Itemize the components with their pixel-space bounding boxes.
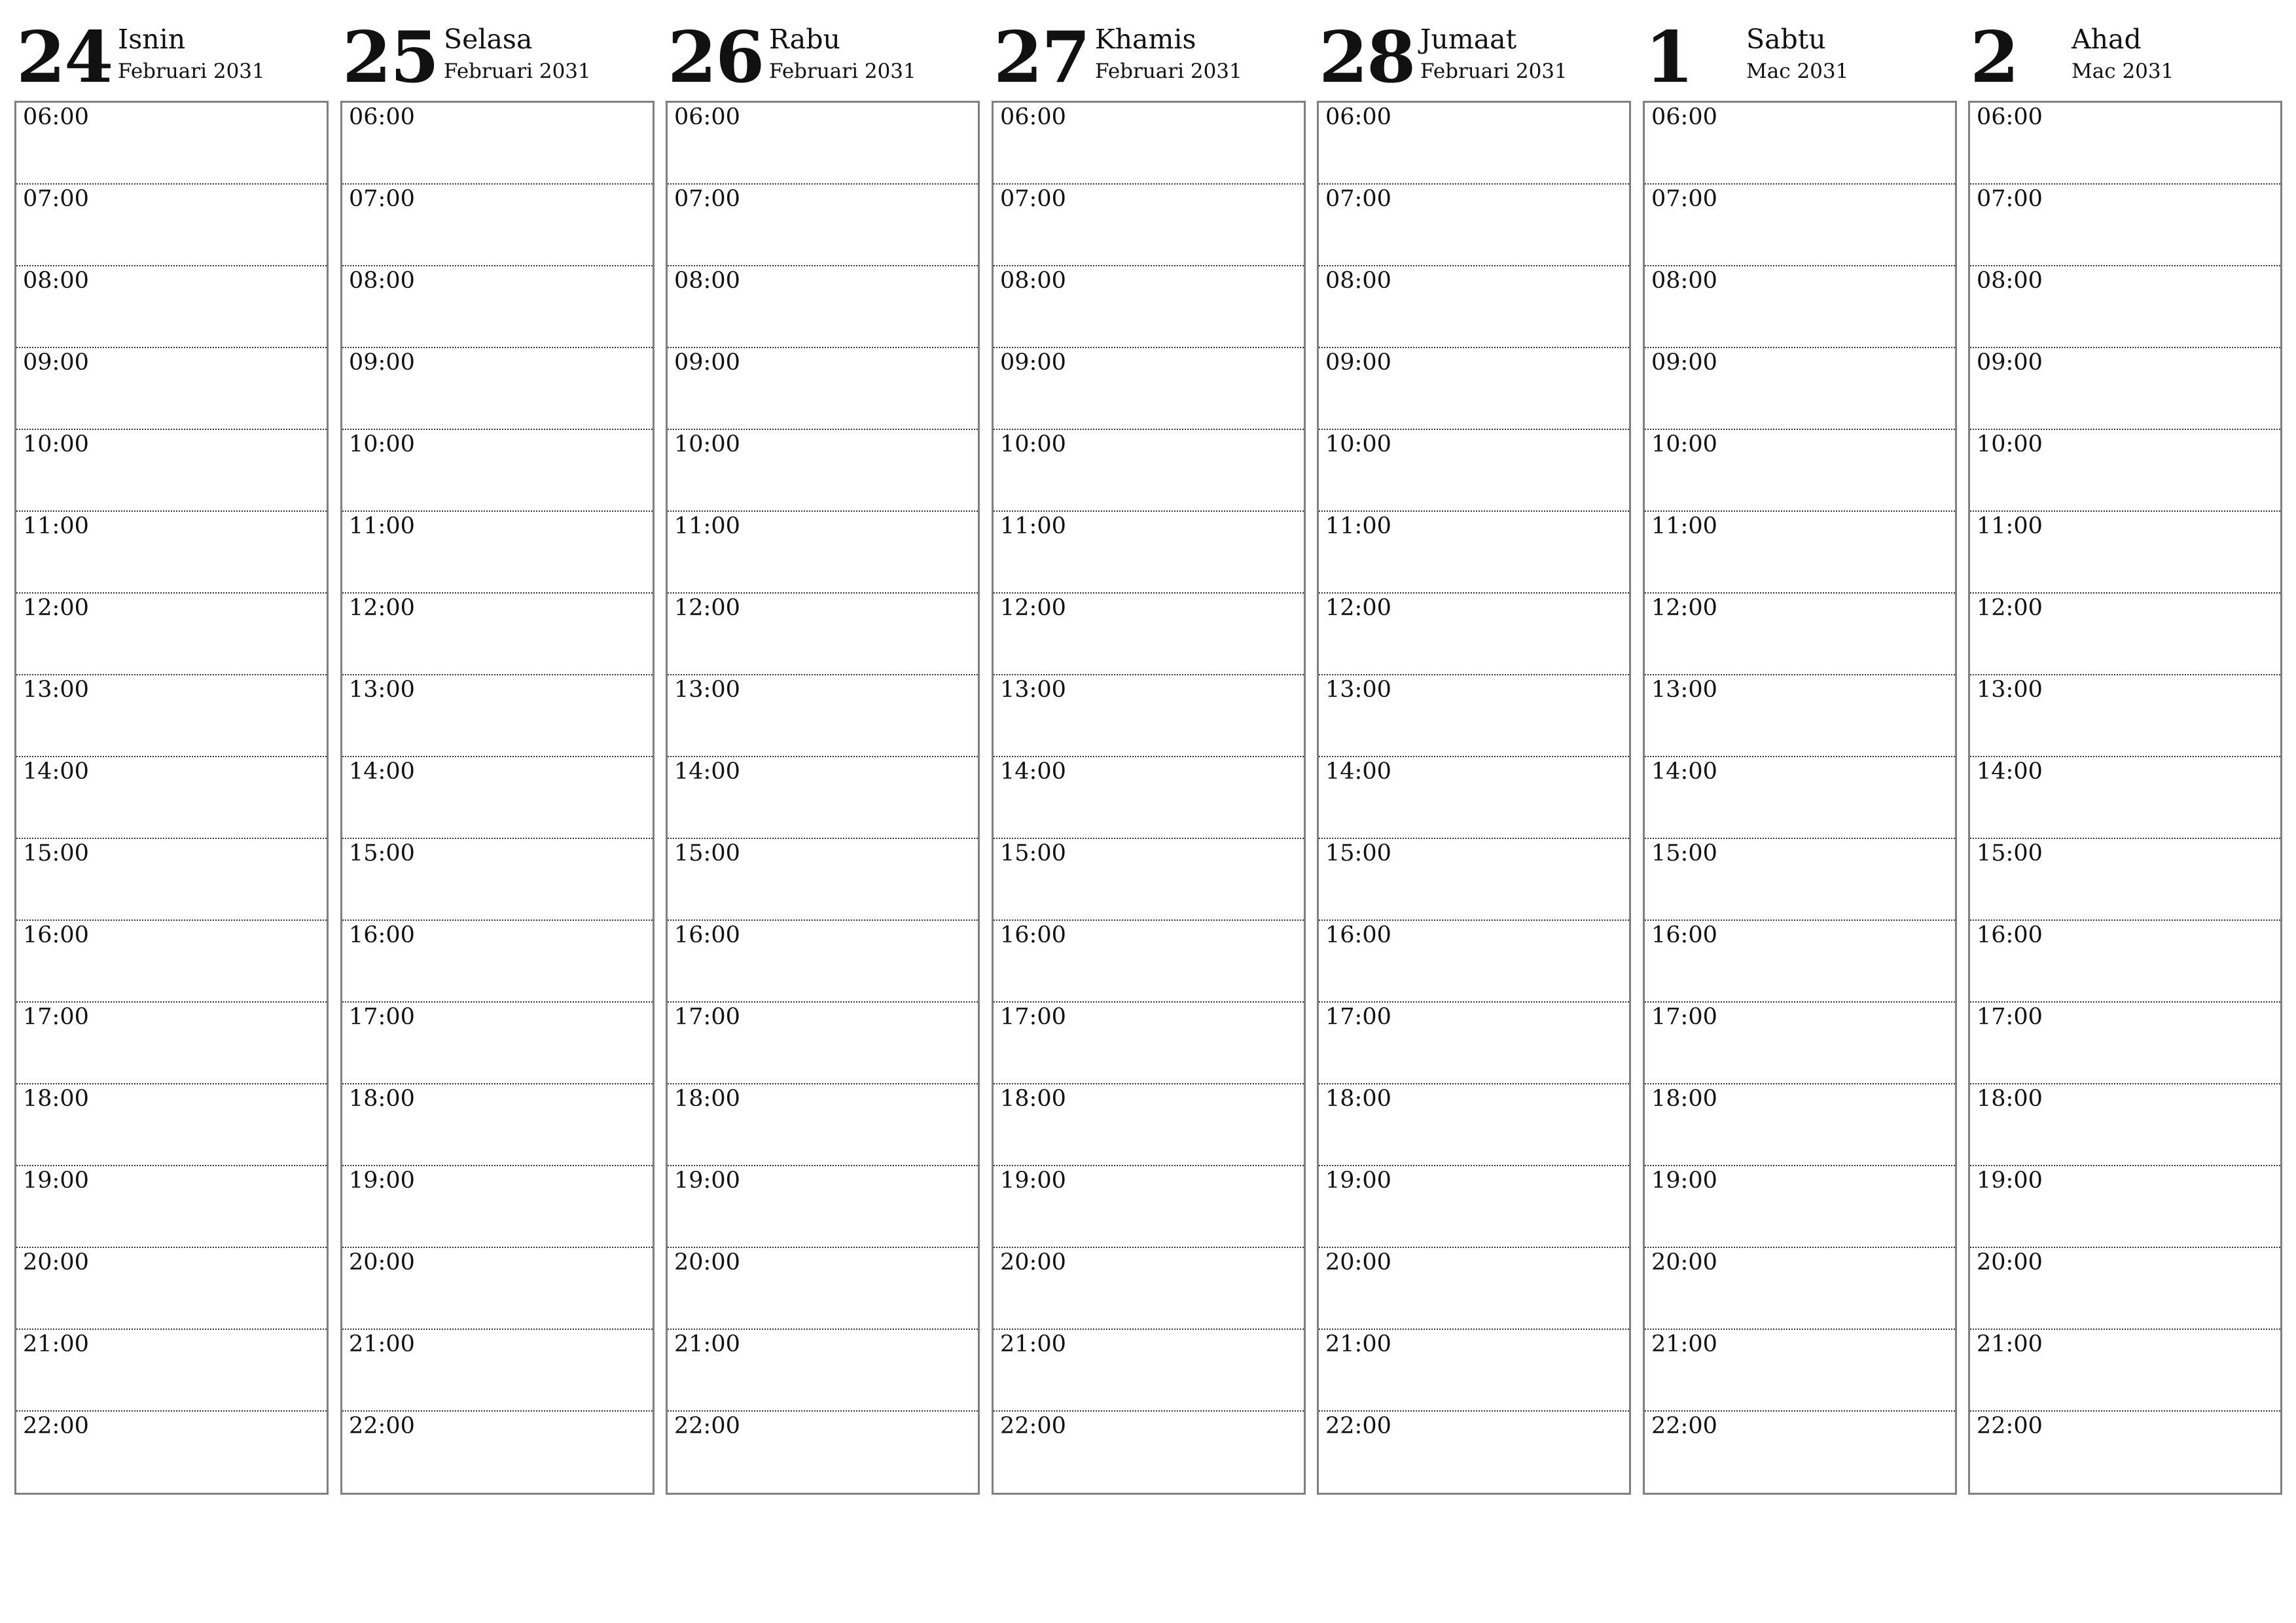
hour-slot[interactable] [1970, 1166, 2280, 1248]
hour-label: 06:00 [1325, 104, 1391, 130]
day-name: Isnin [118, 24, 186, 55]
hour-slot[interactable] [668, 1248, 978, 1330]
day-schedule-box[interactable] [666, 101, 980, 1495]
hour-label: 06:00 [1651, 104, 1717, 130]
day-name: Sabtu [1746, 24, 1826, 55]
hour-label: 19:00 [1325, 1168, 1391, 1194]
hour-slot[interactable] [342, 348, 653, 430]
hour-label: 09:00 [1325, 349, 1391, 376]
hour-slot[interactable] [1970, 839, 2280, 921]
hour-slot[interactable] [1970, 103, 2280, 185]
hour-label: 19:00 [349, 1168, 415, 1194]
hour-label: 17:00 [1000, 1004, 1066, 1030]
hour-label: 21:00 [349, 1331, 415, 1357]
hour-label: 16:00 [23, 922, 89, 948]
month-year: Mac 2031 [2072, 60, 2174, 83]
hour-slot[interactable] [342, 1330, 653, 1412]
hour-slot[interactable] [1970, 675, 2280, 757]
hour-slot[interactable] [1319, 1248, 1629, 1330]
hour-slot[interactable] [342, 675, 653, 757]
day-number: 27 [994, 16, 1090, 99]
hour-slot[interactable] [994, 266, 1304, 348]
hour-label: 13:00 [1977, 677, 2043, 703]
hour-label: 17:00 [349, 1004, 415, 1030]
hour-slot[interactable] [668, 185, 978, 266]
day-schedule-box[interactable] [1643, 101, 1957, 1495]
hour-slot[interactable] [1970, 185, 2280, 266]
hour-slot[interactable] [1645, 839, 1955, 921]
day-header [1968, 13, 2281, 99]
hour-slot[interactable] [1645, 103, 1955, 185]
hour-slot[interactable] [668, 348, 978, 430]
hour-slot[interactable] [994, 921, 1304, 1003]
hour-label: 10:00 [1977, 431, 2043, 457]
hour-label: 22:00 [674, 1413, 740, 1439]
hour-slot[interactable] [1645, 1412, 1955, 1493]
hour-slot[interactable] [994, 103, 1304, 185]
day-schedule-box[interactable] [1317, 101, 1631, 1495]
hour-slot[interactable] [342, 1084, 653, 1166]
day-schedule-box[interactable] [1968, 101, 2282, 1495]
hour-slot[interactable] [342, 1003, 653, 1084]
month-year: Mac 2031 [1746, 60, 1849, 83]
hour-label: 11:00 [1651, 513, 1717, 539]
hour-label: 11:00 [674, 513, 740, 539]
hour-slot[interactable] [16, 266, 327, 348]
hour-slot[interactable] [16, 185, 327, 266]
hour-slot[interactable] [342, 430, 653, 512]
hour-label: 06:00 [674, 104, 740, 130]
hour-slot[interactable] [994, 1330, 1304, 1412]
day-name: Rabu [769, 24, 840, 55]
day-name: Khamis [1095, 24, 1196, 55]
hour-label: 22:00 [349, 1413, 415, 1439]
hour-label: 07:00 [1325, 186, 1391, 212]
hour-slot[interactable] [668, 675, 978, 757]
hour-slot[interactable] [994, 594, 1304, 675]
hour-label: 16:00 [1325, 922, 1391, 948]
hour-label: 12:00 [349, 595, 415, 621]
hour-label: 15:00 [349, 840, 415, 866]
hour-slot[interactable] [1970, 1412, 2280, 1493]
hour-slot[interactable] [1319, 185, 1629, 266]
hour-label: 06:00 [349, 104, 415, 130]
hour-slot[interactable] [994, 1412, 1304, 1493]
hour-label: 21:00 [1000, 1331, 1066, 1357]
hour-label: 22:00 [1651, 1413, 1717, 1439]
hour-label: 18:00 [349, 1086, 415, 1112]
hour-slot[interactable] [16, 1248, 327, 1330]
hour-label: 12:00 [1000, 595, 1066, 621]
hour-label: 14:00 [1325, 758, 1391, 785]
hour-label: 20:00 [1651, 1249, 1717, 1275]
hour-label: 18:00 [674, 1086, 740, 1112]
day-schedule-box[interactable] [340, 101, 655, 1495]
hour-slot[interactable] [1970, 1003, 2280, 1084]
day-header [666, 13, 978, 99]
hour-slot[interactable] [1319, 512, 1629, 594]
day-header [340, 13, 653, 99]
hour-label: 13:00 [1000, 677, 1066, 703]
day-schedule-box[interactable] [992, 101, 1306, 1495]
hour-slot[interactable] [342, 921, 653, 1003]
hour-label: 17:00 [674, 1004, 740, 1030]
hour-slot[interactable] [1319, 266, 1629, 348]
hour-slot[interactable] [16, 594, 327, 675]
day-name: Ahad [2072, 24, 2142, 55]
hour-label: 14:00 [1000, 758, 1066, 785]
hour-label: 20:00 [349, 1249, 415, 1275]
hour-label: 13:00 [349, 677, 415, 703]
hour-label: 14:00 [23, 758, 89, 785]
hour-label: 10:00 [349, 431, 415, 457]
hour-slot[interactable] [1645, 1248, 1955, 1330]
hour-slot[interactable] [16, 430, 327, 512]
hour-label: 17:00 [1651, 1004, 1717, 1030]
hour-label: 06:00 [23, 104, 89, 130]
hour-label: 14:00 [1651, 758, 1717, 785]
hour-label: 18:00 [23, 1086, 89, 1112]
day-header [1643, 13, 1956, 99]
day-number: 26 [668, 16, 764, 99]
hour-slot[interactable] [1319, 103, 1629, 185]
hour-label: 12:00 [1977, 595, 2043, 621]
hour-slot[interactable] [994, 1166, 1304, 1248]
hour-slot[interactable] [16, 839, 327, 921]
hour-slot[interactable] [1970, 921, 2280, 1003]
hour-label: 16:00 [1000, 922, 1066, 948]
hour-slot[interactable] [1970, 1084, 2280, 1166]
hour-slot[interactable] [1970, 266, 2280, 348]
hour-label: 08:00 [1325, 268, 1391, 294]
hour-slot[interactable] [668, 512, 978, 594]
hour-slot[interactable] [1645, 348, 1955, 430]
hour-label: 20:00 [1000, 1249, 1066, 1275]
hour-slot[interactable] [668, 1084, 978, 1166]
hour-label: 22:00 [1000, 1413, 1066, 1439]
month-year: Februari 2031 [118, 60, 265, 83]
hour-slot[interactable] [668, 1330, 978, 1412]
hour-label: 09:00 [1000, 349, 1066, 376]
hour-slot[interactable] [16, 1003, 327, 1084]
hour-slot[interactable] [1319, 1166, 1629, 1248]
hour-label: 12:00 [23, 595, 89, 621]
hour-slot[interactable] [668, 1003, 978, 1084]
hour-slot[interactable] [994, 675, 1304, 757]
hour-slot[interactable] [668, 266, 978, 348]
hour-label: 21:00 [23, 1331, 89, 1357]
hour-slot[interactable] [1970, 348, 2280, 430]
hour-slot[interactable] [1319, 348, 1629, 430]
hour-label: 18:00 [1325, 1086, 1391, 1112]
hour-slot[interactable] [994, 512, 1304, 594]
hour-slot[interactable] [342, 185, 653, 266]
hour-label: 10:00 [674, 431, 740, 457]
hour-label: 15:00 [1977, 840, 2043, 866]
month-year: Februari 2031 [1095, 60, 1242, 83]
hour-slot[interactable] [1645, 512, 1955, 594]
hour-label: 09:00 [1977, 349, 2043, 376]
hour-label: 17:00 [23, 1004, 89, 1030]
hour-label: 08:00 [1977, 268, 2043, 294]
hour-label: 17:00 [1325, 1004, 1391, 1030]
hour-label: 21:00 [1977, 1331, 2043, 1357]
hour-slot[interactable] [16, 348, 327, 430]
hour-slot[interactable] [668, 1412, 978, 1493]
hour-slot[interactable] [668, 921, 978, 1003]
hour-slot[interactable] [342, 1248, 653, 1330]
hour-label: 20:00 [674, 1249, 740, 1275]
hour-label: 19:00 [1977, 1168, 2043, 1194]
hour-label: 10:00 [23, 431, 89, 457]
day-header [14, 13, 327, 99]
hour-label: 15:00 [1651, 840, 1717, 866]
hour-slot[interactable] [1645, 675, 1955, 757]
hour-slot[interactable] [1645, 430, 1955, 512]
hour-label: 08:00 [1000, 268, 1066, 294]
hour-label: 19:00 [1000, 1168, 1066, 1194]
hour-slot[interactable] [994, 348, 1304, 430]
hour-slot[interactable] [1645, 1166, 1955, 1248]
hour-label: 09:00 [349, 349, 415, 376]
hour-slot[interactable] [1319, 675, 1629, 757]
hour-label: 10:00 [1325, 431, 1391, 457]
hour-label: 06:00 [1977, 104, 2043, 130]
hour-label: 14:00 [1977, 758, 2043, 785]
hour-slot[interactable] [342, 594, 653, 675]
hour-slot[interactable] [342, 512, 653, 594]
hour-slot[interactable] [994, 430, 1304, 512]
hour-label: 15:00 [1325, 840, 1391, 866]
hour-slot[interactable] [342, 1166, 653, 1248]
hour-label: 19:00 [674, 1168, 740, 1194]
hour-slot[interactable] [1319, 1003, 1629, 1084]
hour-slot[interactable] [668, 103, 978, 185]
hour-slot[interactable] [994, 839, 1304, 921]
hour-slot[interactable] [1319, 1330, 1629, 1412]
hour-slot[interactable] [342, 103, 653, 185]
hour-slot[interactable] [16, 1166, 327, 1248]
hour-label: 07:00 [1651, 186, 1717, 212]
hour-slot[interactable] [16, 103, 327, 185]
hour-label: 11:00 [1000, 513, 1066, 539]
hour-label: 22:00 [23, 1413, 89, 1439]
hour-label: 22:00 [1325, 1413, 1391, 1439]
hour-slot[interactable] [1645, 185, 1955, 266]
hour-label: 15:00 [23, 840, 89, 866]
hour-slot[interactable] [668, 430, 978, 512]
hour-slot[interactable] [994, 185, 1304, 266]
hour-label: 11:00 [23, 513, 89, 539]
day-name: Jumaat [1420, 24, 1517, 55]
hour-label: 13:00 [1325, 677, 1391, 703]
hour-slot[interactable] [1645, 1003, 1955, 1084]
hour-slot[interactable] [16, 1330, 327, 1412]
hour-slot[interactable] [342, 266, 653, 348]
hour-label: 09:00 [23, 349, 89, 376]
hour-slot[interactable] [16, 675, 327, 757]
hour-slot[interactable] [668, 1166, 978, 1248]
hour-label: 16:00 [1977, 922, 2043, 948]
month-year: Februari 2031 [1420, 60, 1568, 83]
hour-slot[interactable] [994, 1003, 1304, 1084]
hour-label: 15:00 [1000, 840, 1066, 866]
hour-slot[interactable] [1645, 1084, 1955, 1166]
day-header [1317, 13, 1630, 99]
month-year: Februari 2031 [444, 60, 591, 83]
hour-label: 21:00 [1651, 1331, 1717, 1357]
hour-slot[interactable] [1319, 1412, 1629, 1493]
hour-label: 07:00 [674, 186, 740, 212]
hour-label: 18:00 [1977, 1086, 2043, 1112]
hour-label: 20:00 [1325, 1249, 1391, 1275]
day-number: 2 [1970, 16, 2018, 99]
hour-label: 12:00 [674, 595, 740, 621]
hour-label: 21:00 [674, 1331, 740, 1357]
hour-label: 20:00 [23, 1249, 89, 1275]
hour-label: 18:00 [1651, 1086, 1717, 1112]
day-schedule-box[interactable] [14, 101, 329, 1495]
hour-slot[interactable] [1645, 594, 1955, 675]
hour-label: 14:00 [674, 758, 740, 785]
hour-label: 07:00 [23, 186, 89, 212]
hour-label: 09:00 [674, 349, 740, 376]
hour-slot[interactable] [1645, 1330, 1955, 1412]
hour-slot[interactable] [668, 839, 978, 921]
hour-label: 08:00 [1651, 268, 1717, 294]
hour-label: 21:00 [1325, 1331, 1391, 1357]
hour-label: 11:00 [349, 513, 415, 539]
hour-slot[interactable] [1970, 757, 2280, 839]
hour-slot[interactable] [1970, 430, 2280, 512]
hour-label: 11:00 [1977, 513, 2043, 539]
hour-label: 14:00 [349, 758, 415, 785]
hour-slot[interactable] [1645, 266, 1955, 348]
hour-slot[interactable] [1970, 1330, 2280, 1412]
hour-slot[interactable] [1970, 594, 2280, 675]
hour-label: 08:00 [674, 268, 740, 294]
hour-label: 16:00 [349, 922, 415, 948]
hour-label: 17:00 [1977, 1004, 2043, 1030]
hour-label: 09:00 [1651, 349, 1717, 376]
hour-label: 19:00 [1651, 1168, 1717, 1194]
hour-slot[interactable] [16, 512, 327, 594]
hour-slot[interactable] [1319, 430, 1629, 512]
hour-label: 13:00 [23, 677, 89, 703]
hour-slot[interactable] [16, 1084, 327, 1166]
hour-slot[interactable] [16, 921, 327, 1003]
hour-slot[interactable] [342, 839, 653, 921]
hour-label: 16:00 [1651, 922, 1717, 948]
hour-label: 07:00 [349, 186, 415, 212]
hour-label: 15:00 [674, 840, 740, 866]
day-header [992, 13, 1304, 99]
hour-label: 20:00 [1977, 1249, 2043, 1275]
hour-slot[interactable] [1970, 1248, 2280, 1330]
hour-label: 07:00 [1000, 186, 1066, 212]
hour-slot[interactable] [668, 594, 978, 675]
hour-slot[interactable] [1319, 839, 1629, 921]
hour-slot[interactable] [1319, 594, 1629, 675]
hour-label: 06:00 [1000, 104, 1066, 130]
hour-slot[interactable] [342, 1412, 653, 1493]
hour-slot[interactable] [1645, 921, 1955, 1003]
hour-label: 11:00 [1325, 513, 1391, 539]
hour-label: 12:00 [1325, 595, 1391, 621]
day-name: Selasa [444, 24, 533, 55]
hour-label: 18:00 [1000, 1086, 1066, 1112]
hour-slot[interactable] [1645, 757, 1955, 839]
hour-slot[interactable] [994, 1084, 1304, 1166]
hour-slot[interactable] [16, 757, 327, 839]
day-number: 1 [1645, 16, 1693, 99]
hour-slot[interactable] [1319, 1084, 1629, 1166]
hour-slot[interactable] [994, 757, 1304, 839]
hour-label: 13:00 [1651, 677, 1717, 703]
hour-slot[interactable] [1319, 921, 1629, 1003]
hour-label: 08:00 [349, 268, 415, 294]
hour-label: 16:00 [674, 922, 740, 948]
hour-label: 10:00 [1651, 431, 1717, 457]
hour-slot[interactable] [16, 1412, 327, 1493]
hour-label: 12:00 [1651, 595, 1717, 621]
day-number: 25 [342, 16, 439, 99]
hour-slot[interactable] [994, 1248, 1304, 1330]
hour-label: 22:00 [1977, 1413, 2043, 1439]
hour-slot[interactable] [1319, 757, 1629, 839]
hour-label: 13:00 [674, 677, 740, 703]
day-number: 28 [1319, 16, 1415, 99]
hour-label: 10:00 [1000, 431, 1066, 457]
hour-slot[interactable] [1970, 512, 2280, 594]
hour-slot[interactable] [668, 757, 978, 839]
month-year: Februari 2031 [769, 60, 916, 83]
hour-slot[interactable] [342, 757, 653, 839]
day-number: 24 [16, 16, 113, 99]
hour-label: 08:00 [23, 268, 89, 294]
hour-label: 07:00 [1977, 186, 2043, 212]
hour-label: 19:00 [23, 1168, 89, 1194]
